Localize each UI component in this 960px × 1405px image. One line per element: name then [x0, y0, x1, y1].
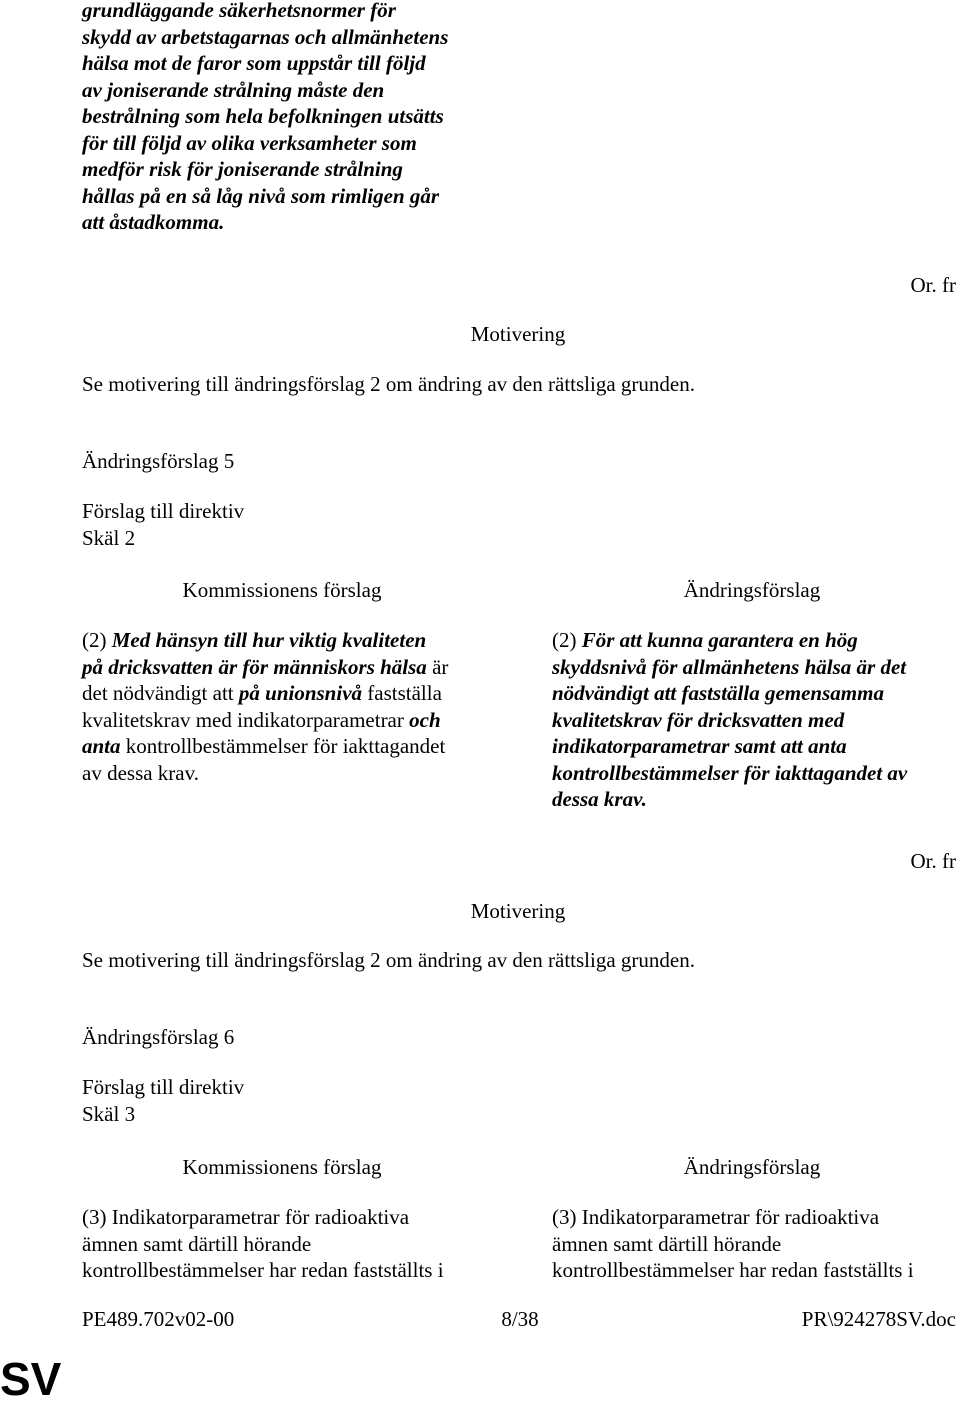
- text-run: kvalitetskrav med indikatorparametrar: [82, 707, 410, 732]
- proposal-title: Förslag till direktiv: [82, 1075, 245, 1099]
- text-line: [552, 733, 952, 760]
- text-run: fastställa: [362, 681, 442, 705]
- emphasized-text: För att kunna garantera en hög: [581, 628, 858, 652]
- text-line: kontrollbestämmelser har redan fastställts i: [552, 1258, 914, 1282]
- text-run: av dessa krav.: [82, 760, 200, 785]
- motivering-heading: Motivering: [470, 899, 566, 923]
- emphasized-text: på dricksvatten är för människors hälsa: [82, 654, 427, 679]
- amendment-text: [552, 1204, 952, 1284]
- text-run: det nödvändigt att: [82, 681, 239, 705]
- emphasized-text: nödvändigt att fastställa gemensamma: [552, 681, 884, 705]
- motivering-text: Se motivering till ändringsförslag 2 om ändring av den rättsliga grunden.: [82, 372, 695, 396]
- commission-proposal-header: Kommissionens förslag: [182, 1155, 382, 1179]
- amendment-title: Ändringsförslag 5: [82, 449, 235, 473]
- text-line: [82, 760, 492, 787]
- recital-label: Skäl 3: [82, 1102, 136, 1126]
- text-line: (3) Indikatorparametrar för radioaktiva: [82, 1205, 410, 1229]
- text-line: ämnen samt därtill hörande: [82, 1231, 312, 1256]
- text-line: kontrollbestämmelser har redan fastställts i: [82, 1258, 444, 1282]
- commission-text: [82, 627, 492, 786]
- emphasized-text: dessa krav.: [552, 787, 647, 811]
- original-language-label: Or. fr: [910, 273, 956, 297]
- text-line: [552, 786, 952, 813]
- emphasized-text: skyddsnivå för allmänhetens hälsa är det: [552, 654, 907, 679]
- text-line: ämnen samt därtill hörande: [552, 1231, 782, 1256]
- recital-label: Skäl 2: [82, 526, 136, 550]
- page-number: 8/38: [501, 1307, 539, 1331]
- amendment-header: Ändringsförslag: [683, 1155, 821, 1179]
- text-line: [82, 680, 492, 707]
- original-language-label: Or. fr: [910, 849, 956, 873]
- motivering-text: Se motivering till ändringsförslag 2 om ändring av den rättsliga grunden.: [82, 948, 695, 972]
- text-line: [82, 733, 492, 760]
- commission-text: [82, 1204, 492, 1284]
- continued-line: grundläggande säkerhetsnormer för: [82, 0, 396, 22]
- continued-line: medför risk för joniserande strålning: [82, 157, 403, 181]
- text-line: [82, 627, 492, 654]
- continued-text: [82, 0, 542, 236]
- emphasized-text: kontrollbestämmelser för iakttagandet av: [552, 760, 908, 785]
- emphasized-text: och: [409, 707, 441, 732]
- continued-line: för till följd av olika verksamheter som: [82, 130, 417, 155]
- text-run: kontrollbestämmelser för iakttagandet: [120, 734, 446, 758]
- emphasized-text: på unionsnivå: [238, 681, 363, 705]
- emphasized-text: Med hänsyn till hur viktig kvaliteten: [111, 628, 427, 652]
- amendment-text: [552, 627, 952, 813]
- motivering-heading: Motivering: [470, 322, 566, 346]
- continued-line: hälsa mot de faror som uppstår till följd: [82, 51, 426, 75]
- continued-line: bestrålning som hela befolkningen utsätts: [82, 104, 444, 128]
- text-line: (3) Indikatorparametrar för radioaktiva: [552, 1205, 880, 1229]
- text-line: [552, 654, 952, 681]
- text-run: är: [426, 654, 449, 679]
- text-line: [82, 707, 492, 734]
- text-line: [552, 627, 952, 654]
- text-run: (2): [82, 628, 112, 652]
- continued-line: skydd av arbetstagarnas och allmänhetens: [82, 24, 449, 49]
- text-line: [82, 654, 492, 681]
- commission-proposal-header: Kommissionens förslag: [182, 578, 382, 602]
- file-reference: PR\924278SV.doc: [801, 1307, 956, 1331]
- continued-line: att åstadkomma.: [82, 210, 225, 234]
- text-line: [552, 760, 952, 787]
- emphasized-text: anta: [82, 734, 121, 758]
- emphasized-text: indikatorparametrar samt att anta: [552, 734, 847, 758]
- continued-line: hållas på en så låg nivå som rimligen går: [82, 183, 440, 208]
- amendment-header: Ändringsförslag: [683, 578, 821, 602]
- text-run: (2): [552, 628, 582, 652]
- language-mark: SV: [0, 1353, 62, 1405]
- document-reference: PE489.702v02-00: [82, 1307, 235, 1331]
- amendment-title: Ändringsförslag 6: [82, 1025, 235, 1049]
- emphasized-text: kvalitetskrav för dricksvatten med: [552, 707, 845, 732]
- text-line: [552, 680, 952, 707]
- text-line: [552, 707, 952, 734]
- proposal-title: Förslag till direktiv: [82, 499, 245, 523]
- continued-line: av joniserande strålning måste den: [82, 77, 385, 102]
